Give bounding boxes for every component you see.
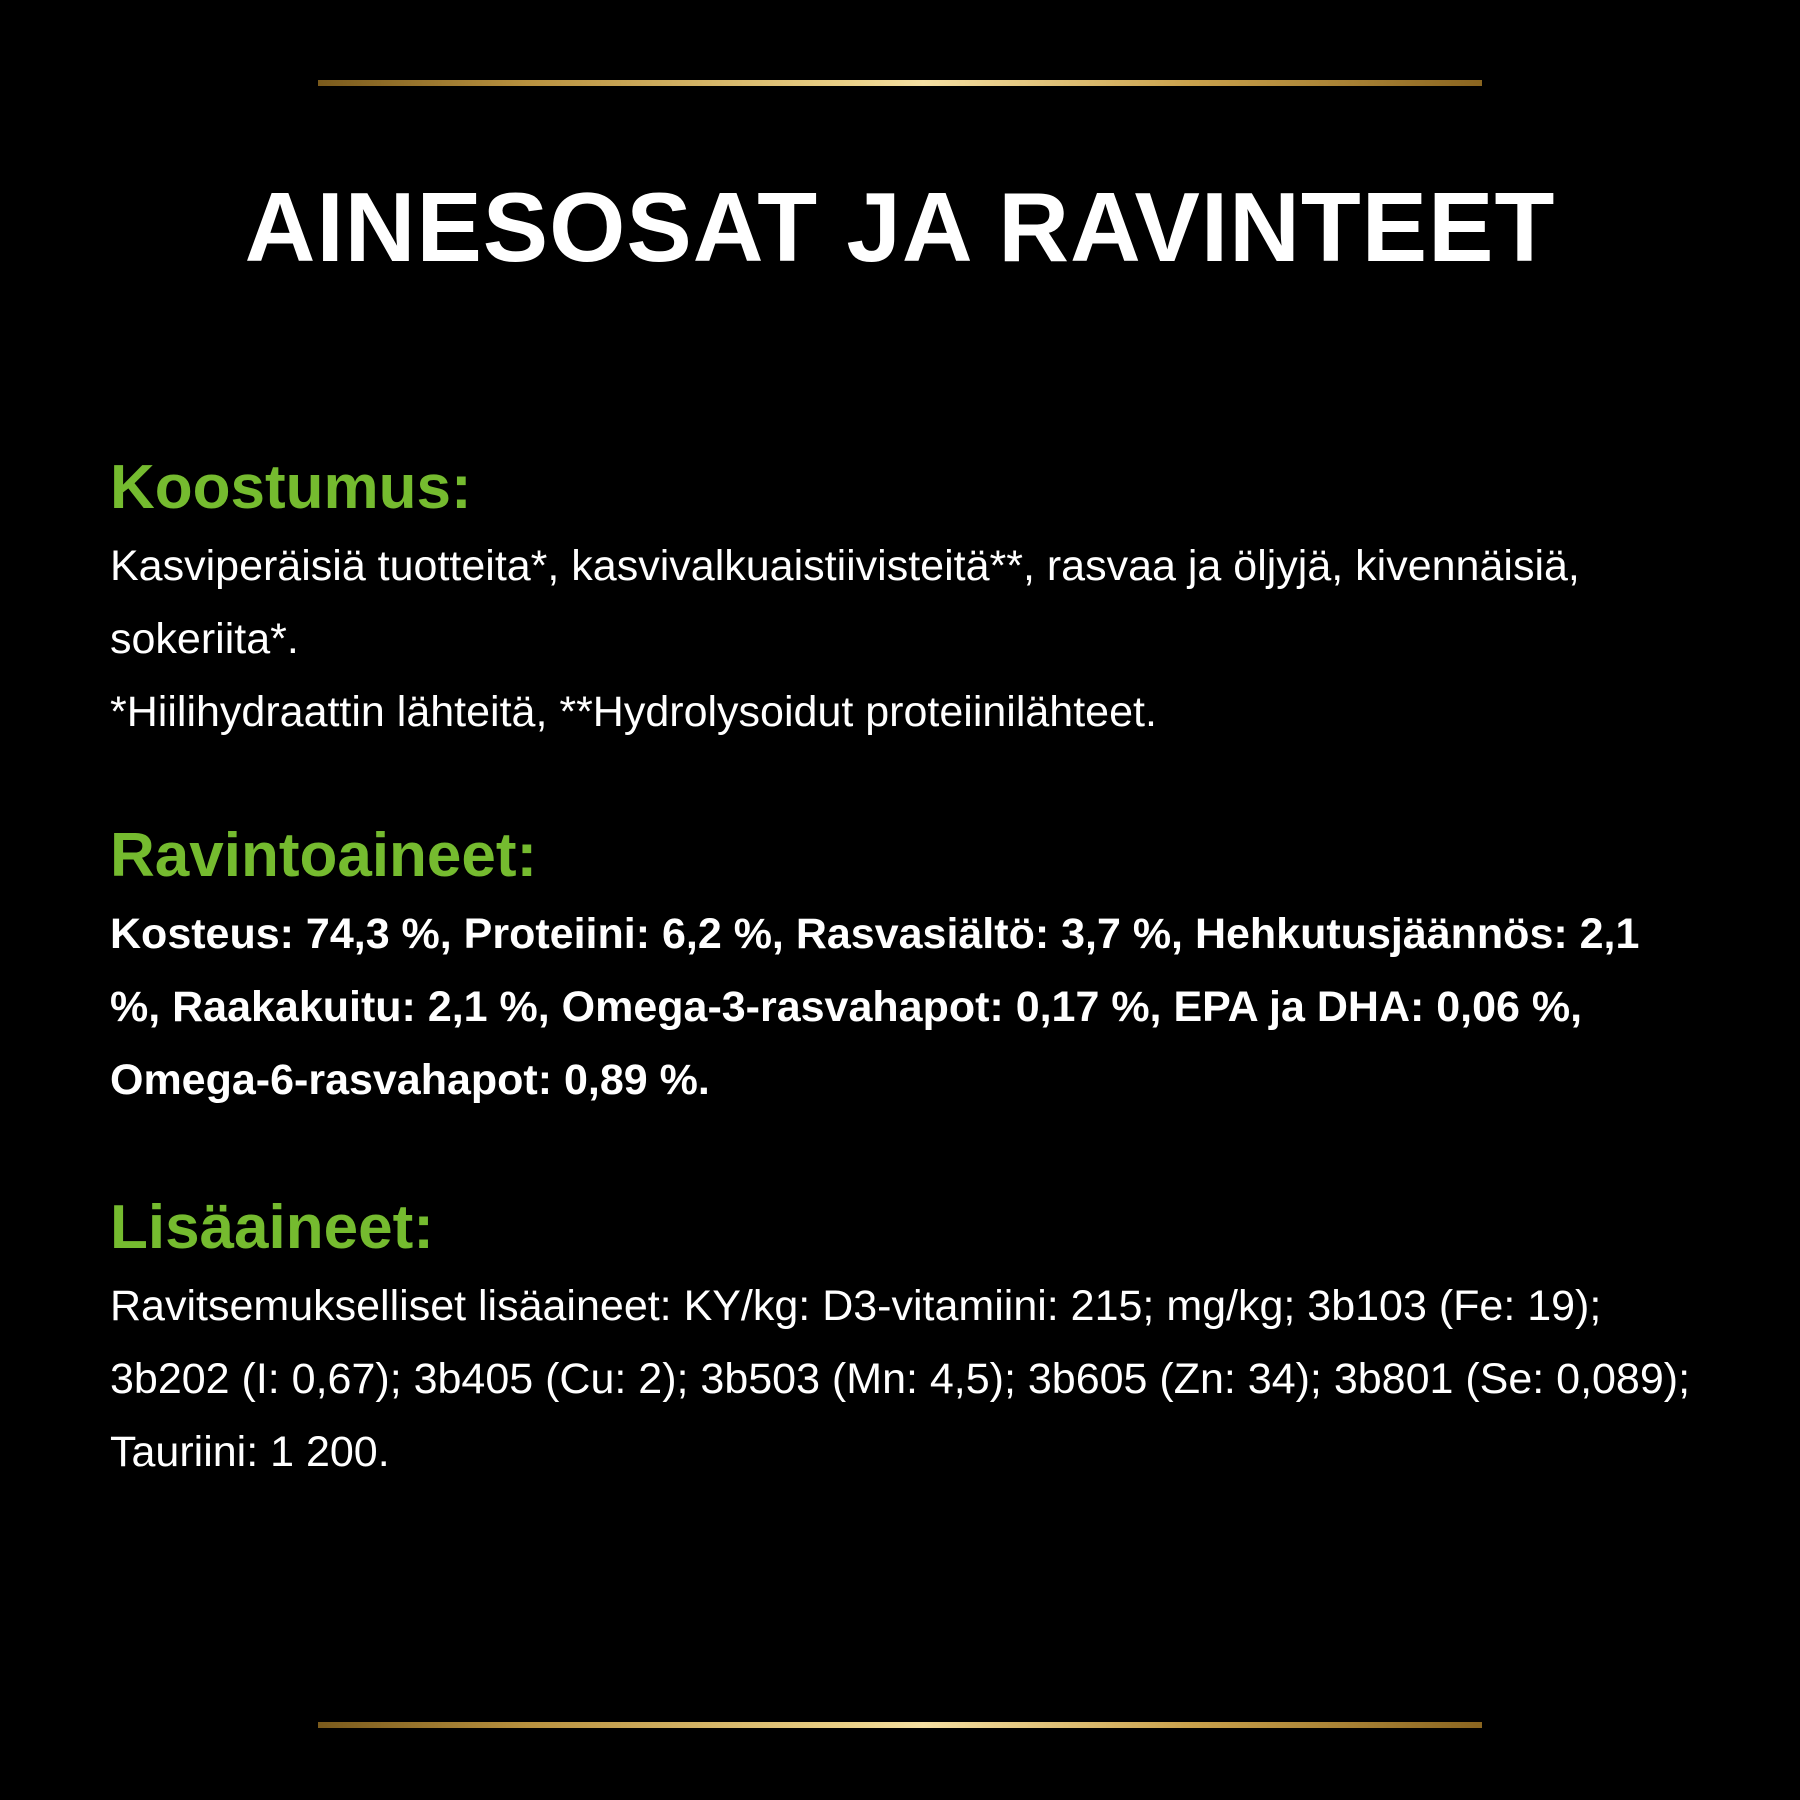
composition-text bbox=[110, 530, 1700, 749]
composition-heading: Koostumus: bbox=[110, 453, 472, 522]
composition-section bbox=[110, 450, 1700, 749]
additives-heading: Lisäaineet: bbox=[110, 1193, 434, 1262]
additives-section bbox=[110, 1190, 1700, 1489]
composition-footnote: *Hiilihydraattin lähteitä, **Hydrolysoidut proteiinilähteet. bbox=[110, 688, 1157, 736]
page-title: AINESOSAT JA RAVINTEET bbox=[244, 172, 1556, 282]
bottom-gold-divider bbox=[318, 1722, 1482, 1728]
nutrients-list: Kosteus: 74,3 %, Proteiini: 6,2 %, Rasvasiältö: 3,7 %, Hehkutusjäännös: 2,1 %, Raakakuitu: 2,1 %, Omega-3-rasvahapot: 0,17 %, EPA ja DHA: 0,06 %, Omega-6-rasvahapot: 0,89 %. bbox=[110, 910, 1640, 1104]
nutrients-heading: Ravintoaineet: bbox=[110, 821, 538, 890]
additives-text bbox=[110, 1270, 1700, 1489]
nutrients-text bbox=[110, 898, 1700, 1117]
additives-list: Ravitsemukselliset lisäaineet: KY/kg: D3-vitamiini: 215; mg/kg; 3b103 (Fe: 19); 3b202 (I: 0,67); 3b405 (Cu: 2); 3b503 (Mn: 4,5); 3b605 (Zn: 34); 3b801 (Se: 0,089); Tauriini: 1 200. bbox=[110, 1282, 1691, 1476]
nutrients-section bbox=[110, 818, 1700, 1117]
top-gold-divider bbox=[318, 80, 1482, 86]
composition-list: Kasviperäisiä tuotteita*, kasvivalkuaistiivisteitä**, rasvaa ja öljyjä, kivennäisiä, sokeriita*. bbox=[110, 542, 1580, 663]
